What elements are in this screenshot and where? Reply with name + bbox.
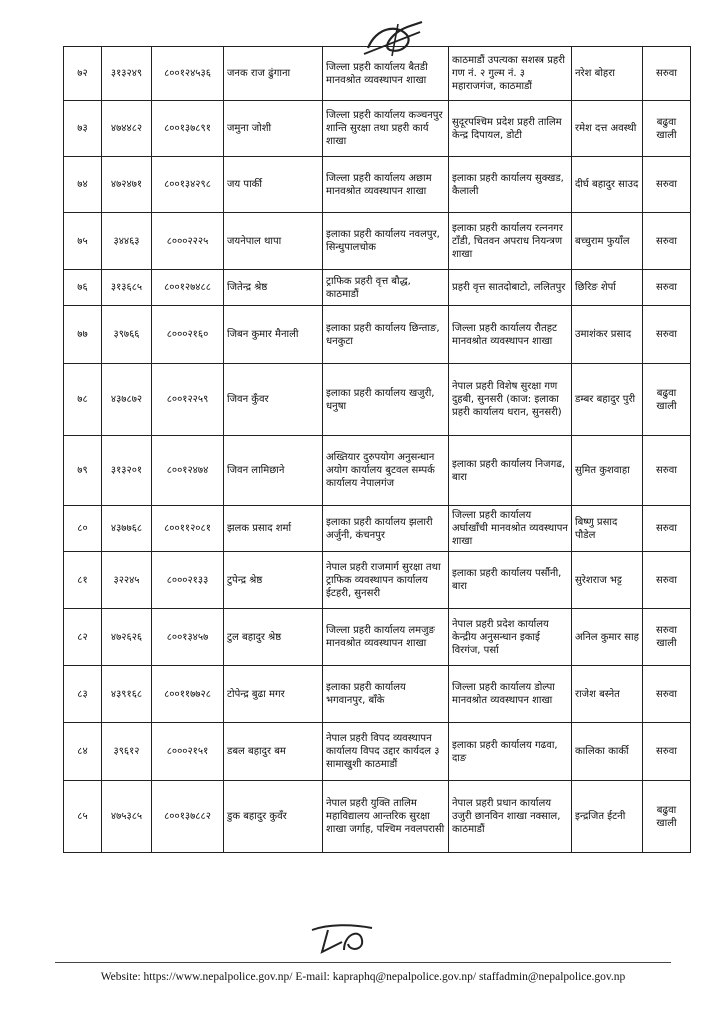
remark-cell: बढुवा खाली	[643, 364, 691, 436]
table-row	[64, 213, 691, 270]
transfer-office-cell: नेपाल प्रहरी प्रदेश कार्यालय केन्द्रीय अनुसन्धान इकाई विरगंज, पर्सा	[449, 609, 572, 666]
table-row	[64, 270, 691, 306]
serial-number-cell: ८४	[64, 723, 102, 781]
replacement-name-cell: सुरेशराज भट्ट	[572, 552, 643, 609]
employee-name-cell: डुक बहादुर कुवँर	[224, 781, 323, 853]
transfer-table	[63, 46, 691, 853]
table-row	[64, 306, 691, 364]
current-office-cell: जिल्ला प्रहरी कार्यालय लमजुङ मानवश्रोत व्यवस्थापन शाखा	[323, 609, 449, 666]
code-number-cell: ८०००२१६०	[152, 306, 224, 364]
table-row	[64, 364, 691, 436]
replacement-name-cell: बिष्णु प्रसाद पौडेल	[572, 506, 643, 552]
transfer-office-cell: सुदूरपश्चिम प्रदेश प्रहरी तालिम केन्द्र दिपायल, डोटी	[449, 101, 572, 157]
employee-name-cell: टुल बहादुर श्रेष्ठ	[224, 609, 323, 666]
transfer-office-cell: इलाका प्रहरी कार्यालय गढवा, दाङ	[449, 723, 572, 781]
transfer-office-cell: जिल्ला प्रहरी कार्यालय रौतहट मानवश्रोत व्यवस्थापन शाखा	[449, 306, 572, 364]
footer-contact: Website: https://www.nepalpolice.gov.np/ E-mail: kapraphq@nepalpolice.gov.np/ staffadmin@nepalpolice.gov.np	[100, 971, 626, 983]
employee-name-cell: झलक प्रसाद शर्मा	[224, 506, 323, 552]
transfer-office-cell: नेपाल प्रहरी प्रधान कार्यालय उजुरी छानविन शाखा नक्साल, काठमाडौं	[449, 781, 572, 853]
code-number-cell: ८००१२४५३६	[152, 47, 224, 101]
employee-name-cell: जमुना जोशी	[224, 101, 323, 157]
remark-cell: सरुवा	[643, 157, 691, 213]
serial-number-cell: ८५	[64, 781, 102, 853]
code-number-cell: ८०००२१३३	[152, 552, 224, 609]
table-row	[64, 666, 691, 723]
remark-cell: सरुवा	[643, 213, 691, 270]
employee-id-cell: ३४४६३	[102, 213, 152, 270]
serial-number-cell: ७५	[64, 213, 102, 270]
current-office-cell: नेपाल प्रहरी विपद व्यवस्थापन कार्यालय विपद उद्दार कार्यदल ३ सामाखुशी काठमाडौं	[323, 723, 449, 781]
replacement-name-cell: छिरिङ शेर्पा	[572, 270, 643, 306]
current-office-cell: जिल्ला प्रहरी कार्यालय बैतडी मानवश्रोत व्यवस्थापन शाखा	[323, 47, 449, 101]
replacement-name-cell: अनिल कुमार साह	[572, 609, 643, 666]
code-number-cell: ८००१३७८८२	[152, 781, 224, 853]
current-office-cell: जिल्ला प्रहरी कार्यालय अछाम मानवश्रोत व्यवस्थापन शाखा	[323, 157, 449, 213]
employee-name-cell: टोपेन्द्र बुढा मगर	[224, 666, 323, 723]
code-number-cell: ८००१३४२९८	[152, 157, 224, 213]
replacement-name-cell: दीर्घ बहादुर साउद	[572, 157, 643, 213]
code-number-cell: ८००१२४७४	[152, 436, 224, 506]
remark-cell: सरुवा	[643, 270, 691, 306]
employee-name-cell: जितेन्द्र श्रेष्ठ	[224, 270, 323, 306]
employee-id-cell: ३१३२४९	[102, 47, 152, 101]
serial-number-cell: ७६	[64, 270, 102, 306]
remark-cell: सरुवा	[643, 552, 691, 609]
replacement-name-cell: नरेश बोहरा	[572, 47, 643, 101]
table-row	[64, 47, 691, 101]
code-number-cell: ८००१३४५७	[152, 609, 224, 666]
footer-divider	[55, 962, 671, 963]
code-number-cell: ८००११२०८१	[152, 506, 224, 552]
current-office-cell: ट्राफिक प्रहरी वृत्त बौद्ध, काठमाडौं	[323, 270, 449, 306]
serial-number-cell: ८३	[64, 666, 102, 723]
current-office-cell: इलाका प्रहरी कार्यालय खजुरी, धनुषा	[323, 364, 449, 436]
current-office-cell: इलाका प्रहरी कार्यालय छिन्ताङ, धनकुटा	[323, 306, 449, 364]
remark-cell: सरुवा	[643, 506, 691, 552]
remark-cell: सरुवा	[643, 666, 691, 723]
remark-cell: सरुवा	[643, 306, 691, 364]
employee-name-cell: जिवन कुँवर	[224, 364, 323, 436]
serial-number-cell: ७३	[64, 101, 102, 157]
transfer-office-cell: इलाका प्रहरी कार्यालय पर्सौनी, बारा	[449, 552, 572, 609]
transfer-office-cell: जिल्ला प्रहरी कार्यालय अर्घाखाँची मानवश्रोत व्यवस्थापन शाखा	[449, 506, 572, 552]
transfer-office-cell: नेपाल प्रहरी विशेष सुरक्षा गण दुहबी, सुनसरी (काज: इलाका प्रहरी कार्यालय धरान, सुनसरी)	[449, 364, 572, 436]
remark-cell: सरुवा	[643, 723, 691, 781]
transfer-office-cell: इलाका प्रहरी कार्यालय रत्ननगर टाँडी, चितवन अपराध नियन्त्रण शाखा	[449, 213, 572, 270]
employee-name-cell: टुपेन्द्र श्रेष्ठ	[224, 552, 323, 609]
employee-id-cell: ३१३२०१	[102, 436, 152, 506]
code-number-cell: ८०००२२२५	[152, 213, 224, 270]
table-row	[64, 781, 691, 853]
table-row	[64, 552, 691, 609]
replacement-name-cell: राजेश बस्नेत	[572, 666, 643, 723]
employee-id-cell: ४३७८७२	[102, 364, 152, 436]
employee-name-cell: डबल बहादुर बम	[224, 723, 323, 781]
replacement-name-cell: सुमित कुशवाहा	[572, 436, 643, 506]
remark-cell: बढुवा खाली	[643, 101, 691, 157]
replacement-name-cell: उमाशंकर प्रसाद	[572, 306, 643, 364]
serial-number-cell: ७८	[64, 364, 102, 436]
employee-id-cell: ४७२६२६	[102, 609, 152, 666]
employee-id-cell: ३१३६८५	[102, 270, 152, 306]
remark-cell: सरुवा	[643, 47, 691, 101]
transfer-office-cell: इलाका प्रहरी कार्यालय निजगढ, बारा	[449, 436, 572, 506]
transfer-office-cell: काठमाडौं उपत्यका सशस्त्र प्रहरी गण नं. २ गुल्म नं. ३ महाराजगंज, काठमाडौं	[449, 47, 572, 101]
code-number-cell: ८०००२१५१	[152, 723, 224, 781]
replacement-name-cell: इन्द्रजित ईटनी	[572, 781, 643, 853]
current-office-cell: इलाका प्रहरी कार्यालय भगवानपुर, बाँके	[323, 666, 449, 723]
serial-number-cell: ७७	[64, 306, 102, 364]
employee-id-cell: ४७२४७१	[102, 157, 152, 213]
serial-number-cell: ७९	[64, 436, 102, 506]
replacement-name-cell: बच्चुराम फुयाँल	[572, 213, 643, 270]
employee-name-cell: जनक राज ढुंगाना	[224, 47, 323, 101]
employee-id-cell: ३२२४५	[102, 552, 152, 609]
current-office-cell: जिल्ला प्रहरी कार्यालय कञ्चनपुर शान्ति सुरक्षा तथा प्रहरी कार्य शाखा	[323, 101, 449, 157]
code-number-cell: ८००१२२५९	[152, 364, 224, 436]
replacement-name-cell: कालिका कार्की	[572, 723, 643, 781]
remark-cell: सरुवा खाली	[643, 609, 691, 666]
current-office-cell: नेपाल प्रहरी युक्ति तालिम महाविद्यालय आन्तरिक सुरक्षा शाखा जर्गाह, पश्चिम नवलपरासी	[323, 781, 449, 853]
bottom-signature	[308, 920, 378, 958]
employee-name-cell: जय पार्की	[224, 157, 323, 213]
employee-name-cell: जिबन कुमार मैनाली	[224, 306, 323, 364]
table-row	[64, 157, 691, 213]
current-office-cell: इलाका प्रहरी कार्यालय नवलपुर, सिन्धुपालचोक	[323, 213, 449, 270]
table-row	[64, 506, 691, 552]
current-office-cell: अख्तियार दुरुपयोग अनुसन्धान अयोग कार्यालय बुटवल सम्पर्क कार्यालय नेपालगंज	[323, 436, 449, 506]
current-office-cell: नेपाल प्रहरी राजमार्ग सुरक्षा तथा ट्राफिक व्यवस्थापन कार्यालय ईटहरी, सुनसरी	[323, 552, 449, 609]
transfer-office-cell: इलाका प्रहरी कार्यालय सुक्खड, कैलाली	[449, 157, 572, 213]
employee-name-cell: जयनेपाल थापा	[224, 213, 323, 270]
employee-id-cell: ४७४४८२	[102, 101, 152, 157]
serial-number-cell: ८१	[64, 552, 102, 609]
table-row	[64, 101, 691, 157]
serial-number-cell: ८०	[64, 506, 102, 552]
employee-id-cell: ४३९१६८	[102, 666, 152, 723]
remark-cell: सरुवा	[643, 436, 691, 506]
current-office-cell: इलाका प्रहरी कार्यालय झलारी अर्जुनी, कंचनपुर	[323, 506, 449, 552]
employee-id-cell: ४७५३८५	[102, 781, 152, 853]
employee-id-cell: ४३७७६८	[102, 506, 152, 552]
transfer-office-cell: जिल्ला प्रहरी कार्यालय डोल्पा मानवश्रोत व्यवस्थापन शाखा	[449, 666, 572, 723]
employee-id-cell: ३९६१२	[102, 723, 152, 781]
code-number-cell: ८००११७७२८	[152, 666, 224, 723]
replacement-name-cell: डम्बर बहादुर पुरी	[572, 364, 643, 436]
code-number-cell: ८००१३७८९१	[152, 101, 224, 157]
serial-number-cell: ७४	[64, 157, 102, 213]
code-number-cell: ८००१२७४८८	[152, 270, 224, 306]
employee-id-cell: ३९७६६	[102, 306, 152, 364]
remark-cell: बढुवा खाली	[643, 781, 691, 853]
table-row	[64, 436, 691, 506]
employee-name-cell: जिवन लामिछाने	[224, 436, 323, 506]
replacement-name-cell: रमेश दत्त अवस्थी	[572, 101, 643, 157]
transfer-office-cell: प्रहरी वृत्त सातदोबाटो, ललितपुर	[449, 270, 572, 306]
table-row	[64, 723, 691, 781]
serial-number-cell: ७२	[64, 47, 102, 101]
serial-number-cell: ८२	[64, 609, 102, 666]
table-row	[64, 609, 691, 666]
